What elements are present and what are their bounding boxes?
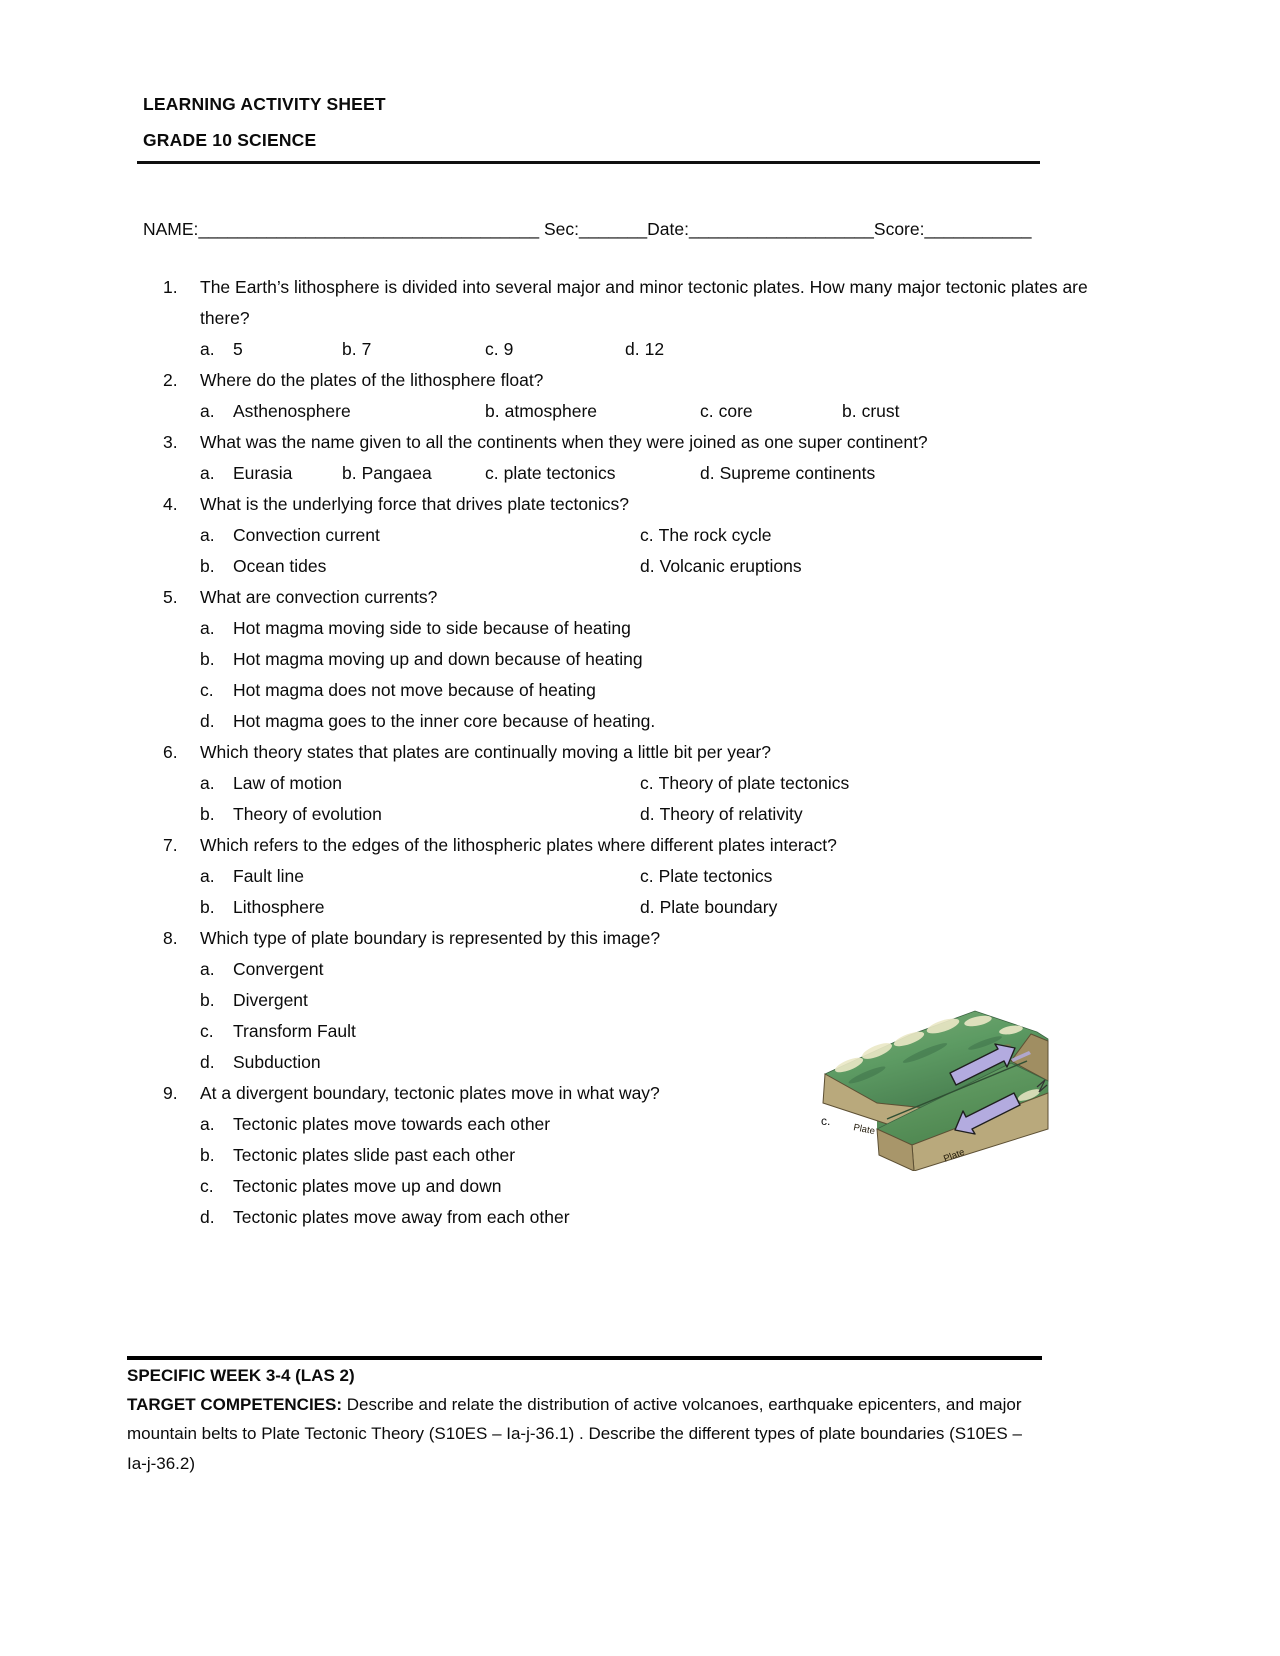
- option-text: Supreme continents: [719, 463, 876, 483]
- option-label: b.: [485, 401, 500, 421]
- options-row: [200, 396, 1100, 427]
- option-text: Theory of plate tectonics: [658, 773, 850, 793]
- option-text: Transform Fault: [233, 1021, 356, 1041]
- option-label: c.: [640, 866, 654, 886]
- option-label: d.: [200, 711, 215, 731]
- option-text: crust: [861, 401, 900, 421]
- question-text: Which type of plate boundary is represented by this image?: [200, 928, 661, 948]
- option-label: d.: [640, 556, 655, 576]
- option-text: Tectonic plates slide past each other: [233, 1145, 516, 1165]
- question-text: What was the name given to all the continents when they were joined as one super continent?: [200, 432, 928, 452]
- transform-fault-figure: [815, 999, 1050, 1171]
- question-5: [163, 582, 1100, 737]
- options-row: [200, 334, 1100, 365]
- question-text: Which refers to the edges of the lithospheric plates where different plates interact?: [200, 835, 837, 855]
- question-number: 8.: [163, 928, 178, 948]
- option: [842, 396, 900, 427]
- question-number: 2.: [163, 370, 178, 390]
- question-7: [163, 830, 1100, 923]
- option-label: c.: [700, 401, 714, 421]
- option-label: d.: [640, 897, 655, 917]
- option-label: b.: [200, 1145, 215, 1165]
- option-label: a.: [200, 525, 215, 545]
- option-label: c.: [485, 339, 499, 359]
- option-label: a.: [200, 866, 215, 886]
- option-label: a.: [200, 618, 215, 638]
- option: [485, 396, 700, 427]
- question-number: 1.: [163, 277, 178, 297]
- option-label: b.: [342, 463, 357, 483]
- option: [700, 396, 842, 427]
- option-text: 12: [644, 339, 665, 359]
- option: [200, 613, 1100, 644]
- option-label: d.: [625, 339, 640, 359]
- option-text: Theory of evolution: [233, 804, 382, 824]
- date-blank: ___________________: [688, 219, 874, 239]
- option: [485, 458, 700, 489]
- option: [342, 334, 485, 365]
- page-subtitle: GRADE 10 SCIENCE: [143, 130, 317, 150]
- option-text: Tectonic plates move towards each other: [233, 1114, 551, 1134]
- option-label: d.: [200, 1207, 215, 1227]
- date-label: Date:: [647, 219, 689, 239]
- question-text: The Earth’s lithosphere is divided into several major and minor tectonic plates. How many major tectonic plates are there?: [200, 277, 1088, 328]
- question-3: [163, 427, 1100, 489]
- question-number: 9.: [163, 1083, 178, 1103]
- option-text: Eurasia: [233, 463, 293, 483]
- option-label: d.: [640, 804, 655, 824]
- option-label: c.: [640, 525, 654, 545]
- option-text: plate tectonics: [503, 463, 616, 483]
- question-text: Where do the plates of the lithosphere float?: [200, 370, 544, 390]
- question-number: 3.: [163, 432, 178, 452]
- option-text: The rock cycle: [658, 525, 772, 545]
- option-label: b.: [842, 401, 857, 421]
- name-label: NAME:: [143, 219, 199, 239]
- left-plate-label: Plate: [852, 1122, 876, 1138]
- option: [200, 520, 640, 551]
- option-label: d.: [700, 463, 715, 483]
- option: [200, 861, 640, 892]
- option: [200, 458, 342, 489]
- option-text: Pangaea: [361, 463, 432, 483]
- name-blank: __________________________________: [198, 219, 530, 239]
- option-text: Tectonic plates move away from each other: [233, 1207, 570, 1227]
- options-row: [200, 551, 1100, 582]
- option: [200, 954, 1100, 985]
- target-competencies-label: TARGET COMPETENCIES:: [127, 1394, 343, 1414]
- option-label: b.: [200, 556, 215, 576]
- option: [625, 334, 664, 365]
- option-label: b.: [200, 897, 215, 917]
- option-label: c.: [200, 1021, 214, 1041]
- option-label: b.: [200, 649, 215, 669]
- option-label: b.: [200, 804, 215, 824]
- footer: [127, 1356, 1042, 1478]
- option-text: Subduction: [233, 1052, 321, 1072]
- score-blank: ___________: [924, 219, 1032, 239]
- right-plate-label: Plate: [942, 1146, 967, 1165]
- option-text: Law of motion: [233, 773, 342, 793]
- option-text: Volcanic eruptions: [659, 556, 802, 576]
- option-label: a.: [200, 959, 215, 979]
- options-row: [200, 520, 1100, 551]
- option: [200, 892, 640, 923]
- option: [200, 644, 1100, 675]
- specific-week-line: SPECIFIC WEEK 3-4 (LAS 2): [127, 1365, 355, 1385]
- option-label: a.: [200, 1114, 215, 1134]
- question-number: 6.: [163, 742, 178, 762]
- option-text: Hot magma goes to the inner core because of heating.: [233, 711, 656, 731]
- option: [485, 334, 625, 365]
- page-title: LEARNING ACTIVITY SHEET: [143, 94, 386, 114]
- option: [342, 458, 485, 489]
- question-text: At a divergent boundary, tectonic plates move in what way?: [200, 1083, 660, 1103]
- option: [640, 520, 771, 551]
- option-label: a.: [200, 463, 215, 483]
- question-text: Which theory states that plates are continually moving a little bit per year?: [200, 742, 771, 762]
- option-label: a.: [200, 339, 215, 359]
- target-competencies: [127, 1390, 1042, 1479]
- option-text: Hot magma moving side to side because of heating: [233, 618, 631, 638]
- name-line: [143, 218, 1280, 240]
- option-text: 7: [361, 339, 372, 359]
- options-row: [200, 799, 1100, 830]
- question-1: [163, 272, 1100, 365]
- score-label: Score:: [873, 219, 925, 239]
- option-label: b.: [200, 990, 215, 1010]
- option-text: 5: [233, 339, 243, 359]
- option-text: Plate tectonics: [658, 866, 773, 886]
- options-row: [200, 892, 1100, 923]
- question-text: What is the underlying force that drives plate tectonics?: [200, 494, 629, 514]
- option-label: c.: [200, 680, 214, 700]
- option-text: Ocean tides: [233, 556, 327, 576]
- question-2: [163, 365, 1100, 427]
- footer-rule: [127, 1356, 1042, 1360]
- option: [200, 768, 640, 799]
- option-label: d.: [200, 1052, 215, 1072]
- question-6: [163, 737, 1100, 830]
- option: [640, 799, 803, 830]
- option-label: a.: [200, 401, 215, 421]
- option: [640, 861, 772, 892]
- option-text: Divergent: [233, 990, 308, 1010]
- option-label: c.: [640, 773, 654, 793]
- option-label: b.: [342, 339, 357, 359]
- question-4: [163, 489, 1100, 582]
- option-text: core: [718, 401, 753, 421]
- option: [200, 706, 1100, 737]
- option-text: Asthenosphere: [233, 401, 351, 421]
- target-competencies-text: Describe and relate the distribution of active volcanoes, earthquake epicenters, and major mountain belts to Plate Tectonic Theory (S10ES – Ia-j-36.1) . Describe the different types of plate boundaries (S10ES – Ia-j-36.2): [127, 1394, 1022, 1473]
- option-text: 9: [503, 339, 514, 359]
- question-list: [163, 272, 1100, 1233]
- option: [200, 799, 640, 830]
- question-number: 4.: [163, 494, 178, 514]
- option: [700, 458, 875, 489]
- transform-fault-diagram-image: [815, 999, 1050, 1171]
- option-text: Convergent: [233, 959, 324, 979]
- option: [200, 334, 342, 365]
- option-text: atmosphere: [504, 401, 598, 421]
- option: [200, 551, 640, 582]
- option-text: Plate boundary: [659, 897, 778, 917]
- option-text: Hot magma moving up and down because of heating: [233, 649, 643, 669]
- header-rule: [137, 161, 1040, 164]
- option: [640, 551, 802, 582]
- header: [143, 0, 1280, 150]
- option-text: Tectonic plates move up and down: [233, 1176, 502, 1196]
- option: [200, 675, 1100, 706]
- option-text: Hot magma does not move because of heating: [233, 680, 596, 700]
- question-number: 5.: [163, 587, 178, 607]
- option: [640, 768, 849, 799]
- options-row: [200, 861, 1100, 892]
- option: [200, 1171, 1100, 1202]
- option-text: Fault line: [233, 866, 305, 886]
- option-label: c.: [485, 463, 499, 483]
- option-label: c.: [200, 1176, 214, 1196]
- options-row: [200, 768, 1100, 799]
- sec-blank: _______: [579, 219, 648, 239]
- option-text: Convection current: [233, 525, 380, 545]
- sec-label: Sec:: [543, 219, 579, 239]
- option: [640, 892, 777, 923]
- option: [200, 1202, 1100, 1233]
- option-text: Theory of relativity: [659, 804, 803, 824]
- option: [200, 396, 485, 427]
- option-label: a.: [200, 773, 215, 793]
- question-number: 7.: [163, 835, 178, 855]
- options-row: [200, 458, 1100, 489]
- stray-underscore: _: [529, 219, 540, 239]
- question-text: What are convection currents?: [200, 587, 438, 607]
- figure-item-label: c.: [821, 1114, 831, 1128]
- option-text: Lithosphere: [233, 897, 325, 917]
